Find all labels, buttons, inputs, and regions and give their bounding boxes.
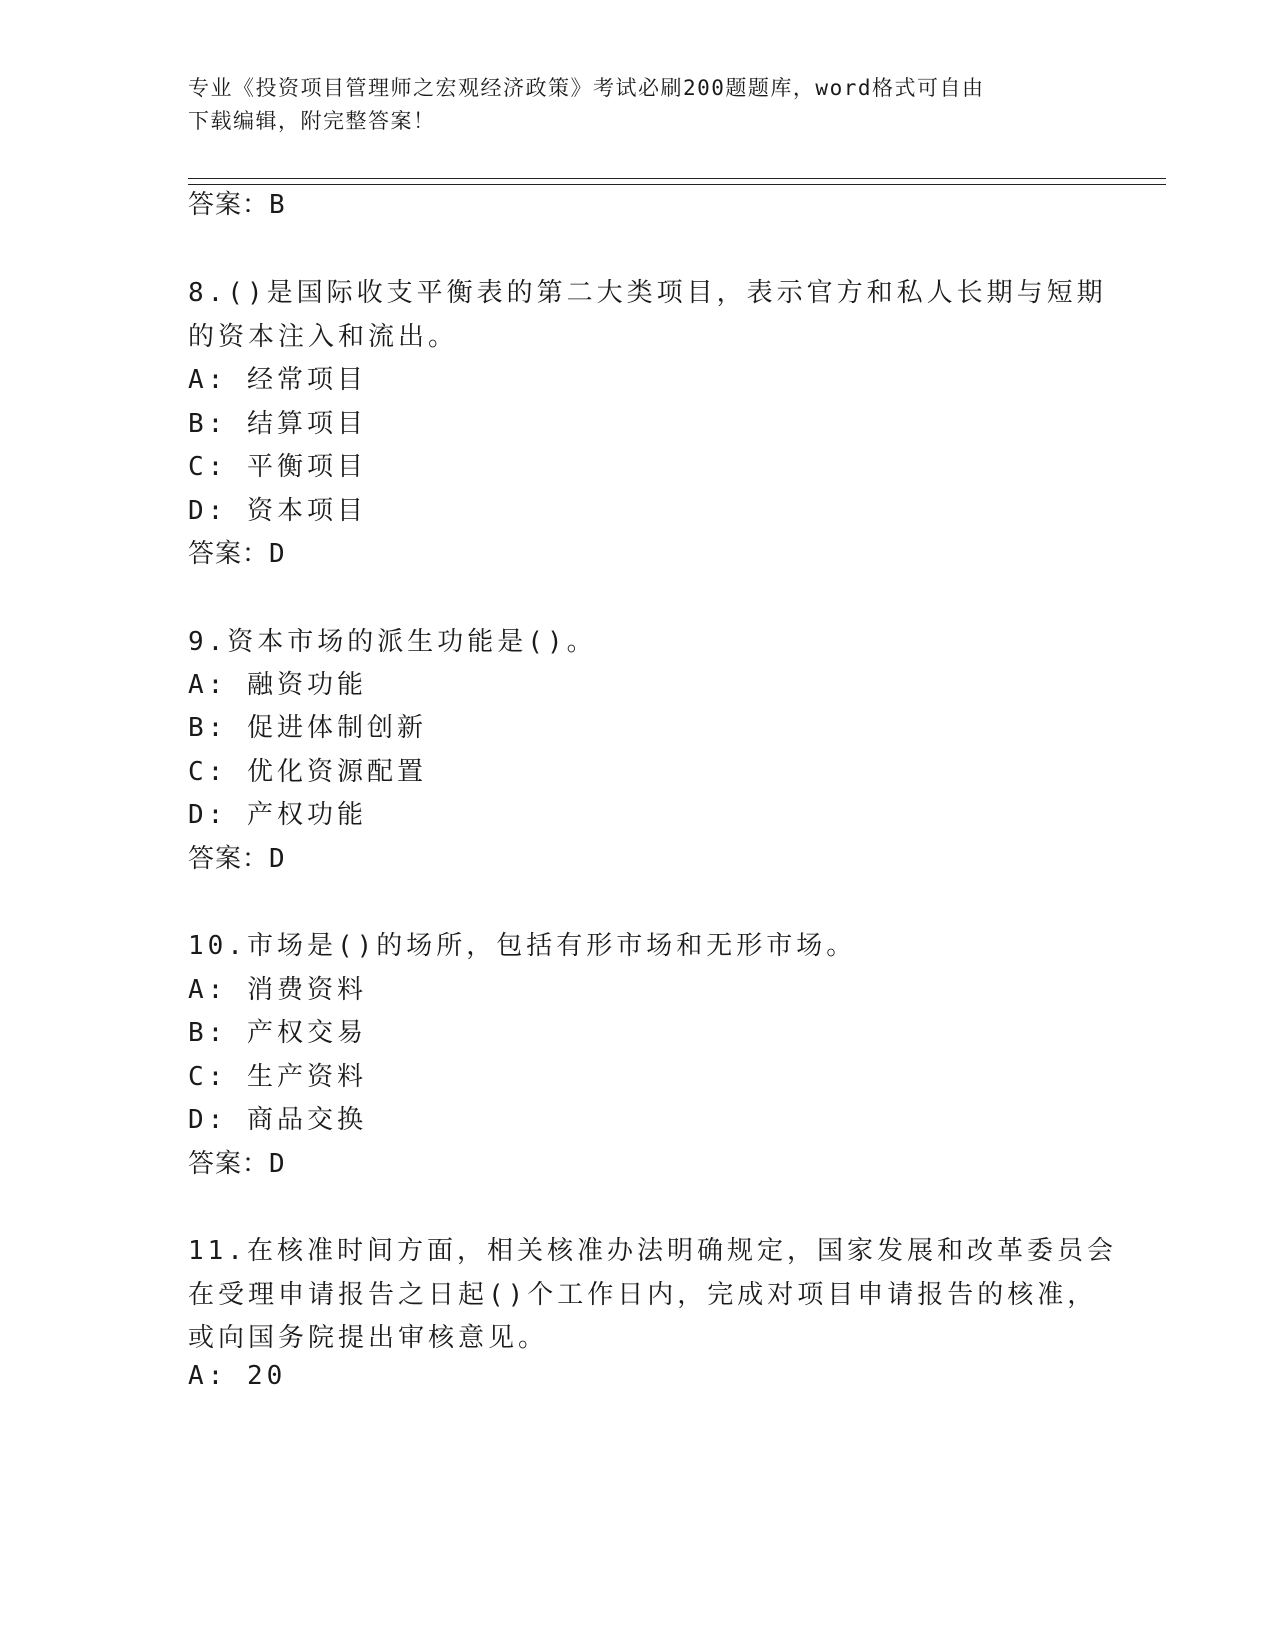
- question-stem-line: 8.()是国际收支平衡表的第二大类项目，表示官方和私人长期与短期: [188, 278, 1107, 308]
- answer-line: 答案：D: [188, 1149, 286, 1179]
- option-c: C: 生产资料: [188, 1062, 367, 1092]
- option-c: C: 平衡项目: [188, 452, 367, 482]
- question-stem-line: 在受理申请报告之日起()个工作日内，完成对项目申请报告的核准，: [188, 1280, 1098, 1310]
- option-b: B: 促进体制创新: [188, 713, 427, 743]
- answer-line: 答案：B: [188, 190, 286, 220]
- header-rule-bottom: [188, 184, 1166, 185]
- option-a: A: 经常项目: [188, 365, 367, 395]
- question-stem-line: 或向国务院提出审核意见。: [188, 1323, 549, 1353]
- answer-line: 答案：D: [188, 539, 286, 569]
- document-header: [188, 72, 1088, 138]
- option-a: A: 融资功能: [188, 670, 367, 700]
- option-a: A: 消费资料: [188, 975, 367, 1005]
- answer-line: 答案：D: [188, 844, 286, 874]
- question-stem-line: 9.资本市场的派生功能是()。: [188, 627, 597, 657]
- option-d: D: 产权功能: [188, 800, 367, 830]
- question-stem-line: 10.市场是()的场所，包括有形市场和无形市场。: [188, 931, 857, 961]
- header-rule-top: [188, 178, 1166, 179]
- option-d: D: 资本项目: [188, 496, 367, 526]
- header-line-1: 专业《投资项目管理师之宏观经济政策》考试必刷200题题库，word格式可自由: [188, 76, 985, 100]
- option-a: A: 20: [188, 1361, 287, 1391]
- option-b: B: 结算项目: [188, 409, 367, 439]
- option-c: C: 优化资源配置: [188, 757, 427, 787]
- option-d: D: 商品交换: [188, 1105, 367, 1135]
- header-line-2: 下载编辑，附完整答案！: [188, 109, 436, 133]
- question-stem-line: 的资本注入和流出。: [188, 322, 459, 352]
- question-stem-line: 11.在核准时间方面，相关核准办法明确规定，国家发展和改革委员会: [188, 1236, 1117, 1266]
- option-b: B: 产权交易: [188, 1018, 367, 1048]
